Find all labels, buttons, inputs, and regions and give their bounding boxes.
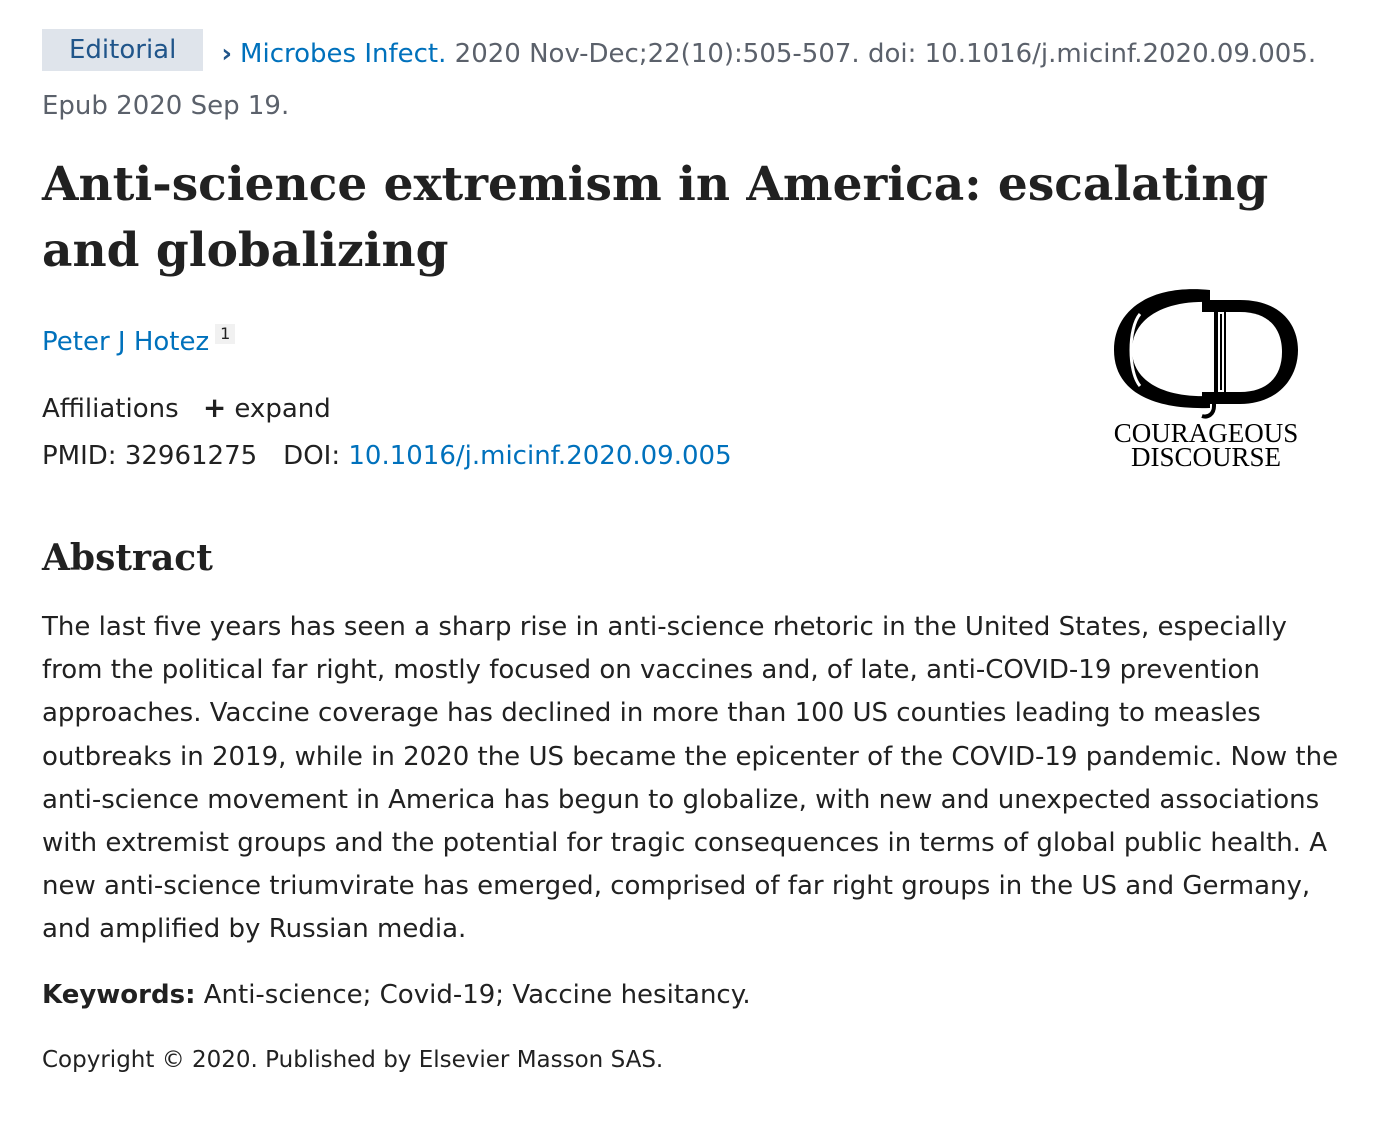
doi-link[interactable]: 10.1016/j.micinf.2020.09.005 [348,441,732,471]
affiliations-row [42,388,331,429]
expand-label: expand [234,394,331,424]
pmid-value: 32961275 [124,441,258,471]
keywords-label: Keywords: [42,980,196,1010]
copyright-notice: Copyright © 2020. Published by Elsevier Masson SAS. [42,1047,664,1073]
expand-affiliations-button[interactable] [202,391,331,424]
affiliations-label: Affiliations [42,394,179,424]
keywords-value: Anti-science; Covid-19; Vaccine hesitancy. [195,980,751,1010]
logo-text-line2: DISCOURSE [1130,442,1282,470]
author-list [42,322,235,362]
publication-type-badge: Editorial [42,29,203,71]
logo-c-mark [1114,289,1210,408]
identifiers-row [42,436,732,476]
plus-icon: + [202,391,227,424]
journal-link[interactable]: Microbes Infect. [240,39,447,69]
logo-text-line1: COURAGEOUS [1113,418,1299,448]
doi-label: DOI: [283,441,349,471]
pmid-label: PMID: [42,441,125,471]
affiliation-ref-badge[interactable]: 1 [215,324,235,344]
keywords-row [42,975,751,1015]
author-link[interactable]: Peter J Hotez [42,327,210,357]
chevron-right-icon[interactable]: › [221,39,233,69]
abstract-body: The last five years has seen a sharp rise in anti-science rhetoric in the United States, especially from the political far right, mostly focused on vaccines and, of late, anti-COVID-19 prevention approaches. Vaccine coverage has declined in more than 100 US counties leading to measles outbreaks in 2019, while in 2020 the US became the epicenter of the COVID-19 pandemic. Now the anti-science movement in America has begun to globalize, with new and unexpected associations with extremist groups and the potential for tragic consequences in terms of global public health. A new anti-science triumvirate has emerged, comprised of far right groups in the US and Germany, and amplified by Russian media. [42,612,1339,945]
abstract-heading: Abstract [42,537,213,579]
citation-line [42,28,1362,132]
article-title: Anti-science extremism in America: escalating and globalizing [42,157,1269,278]
courageous-discourse-logo [1110,280,1302,470]
citation-details: 2020 Nov-Dec;22(10):505-507. doi: 10.1016/j.micinf.2020.09.005. Epub 2020 Sep 19. [42,39,1317,121]
